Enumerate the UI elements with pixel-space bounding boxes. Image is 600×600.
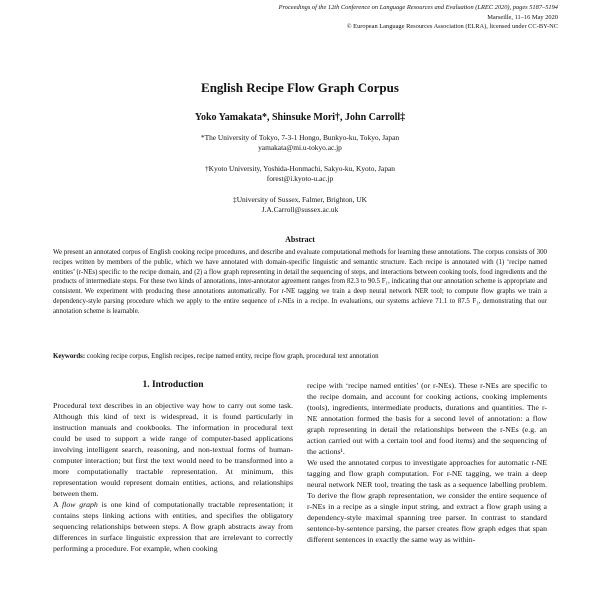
left-column bbox=[53, 400, 293, 600]
affiliation-email: J.A.Carroll@sussex.ac.uk bbox=[261, 205, 339, 214]
affiliation-3 bbox=[0, 195, 600, 215]
keywords bbox=[53, 352, 547, 362]
affiliation-address: †Kyoto University, Yoshida-Honmachi, Sakyo-ku, Kyoto, Japan bbox=[204, 164, 396, 173]
proceedings-header bbox=[228, 3, 558, 32]
affiliation-email: yamakata@mi.u-tokyo.ac.jp bbox=[258, 143, 342, 152]
affiliation-email: forest@i.kyoto-u.ac.jp bbox=[266, 174, 334, 183]
section-heading: 1. Introduction bbox=[142, 380, 204, 390]
right-column bbox=[307, 380, 547, 600]
abstract-text: We present an annotated corpus of English cooking recipe procedures, and describe and evaluate computational methods for learning these annotations. The corpus consists of 300 recipes written by members of the public, which we have annotated with domain-specific linguistic and semantic structure. Each recipe is annotated with (1) ‘recipe named entities’ (r-NEs) specific to the recipe domain, and (2) a flow graph representing in detail the sequencing of steps, and interactions between cooking tools, food ingredients and the products of intermediate steps. For these two kinds of annotations, inter-annotator agreement ranges from 82.3 to 90.5 F₁, indicating that our annotation scheme is appropriate and consistent. We experiment with producing these annotations automatically. For r-NE tagging we train a deep neural network NER tool; to compute flow graphs we train a dependency-style parsing procedure which we apply to the entire sequence of r-NEs in a recipe. In evaluations, our systems achieve 71.1 to 87.5 F₁, demonstrating that our annotation scheme is learnable. bbox=[53, 249, 547, 315]
paragraph: recipe with ‘recipe named entities’ (or r-NEs). These r-NEs are specific to the recipe domain, and account for cooking actions, cooking implements (tools), ingredients, intermediate products, durations and quantities. The r-NE annotation formed the basis for a second level of annotation: a flow graph representing in detail the relationships between the r-NEs (e.g. an action carried out with a certain tool and food items) and the sequencing of the actions¹. bbox=[307, 381, 547, 456]
affiliation-address: *The University of Tokyo, 7-3-1 Hongo, Bunkyo-ku, Tokyo, Japan bbox=[200, 133, 400, 142]
paper-title: English Recipe Flow Graph Corpus bbox=[201, 80, 399, 95]
paragraph: We used the annotated corpus to investigate approaches for automatic r-NE tagging and flow graph computation. For r-NE tagging, we train a deep neural network NER tool, treating the task as a sequence labelling problem. To derive the flow graph representation, we consider the entire sequence of r-NEs in a recipe as a single input string, and extract a flow graph using a dependency-style maximal spanning tree parser. In contrast to standard sentence-by-sentence parsing, the parser creates flow graph edges that span different sentences in exactly the same way as within- bbox=[307, 458, 547, 544]
paragraph: Procedural text describes in an objective way how to carry out some task. Although this kind of text is widespread, it is found particularly in instruction manuals and cookbooks. The information in procedural text could be used to support a wide range of computer-based applications involving intelligent search, reasoning, and non-textual forms of human-computer interaction; but first the text would need to be transformed into a more computationally tractable representation. At minimum, this representation would represent domain entities, actions, and relationships between them. bbox=[53, 401, 293, 498]
emphasis: flow graph bbox=[61, 500, 98, 509]
paragraph: A flow graph is one kind of computationally tractable representation; it contains steps linking actions with entities, and specifies the obligatory sequencing relationships between steps. A flow graph abstracts away from differences in surface linguistic expression that are irrelevant to correctly performing a procedure. For example, when cooking bbox=[53, 500, 293, 553]
abstract-heading: Abstract bbox=[285, 235, 315, 244]
authors: Yoko Yamakata*, Shinsuke Mori†, John Carroll‡ bbox=[194, 112, 406, 123]
affiliation-2 bbox=[0, 164, 600, 184]
affiliation-address: ‡University of Sussex, Falmer, Brighton, UK bbox=[233, 195, 367, 204]
keywords-list: cooking recipe corpus, English recipes, recipe named entity, recipe flow graph, procedural text annotation bbox=[86, 353, 379, 360]
affiliation-1 bbox=[0, 133, 600, 153]
proceedings-line: Proceedings of the 12th Conference on Language Resources and Evaluation (LREC 2020), pages 5187–5194 bbox=[278, 4, 558, 11]
keywords-label: Keywords: bbox=[53, 353, 86, 360]
proceedings-location: Marseille, 11–16 May 2020 bbox=[487, 13, 558, 21]
proceedings-license: © European Language Resources Association (ELRA), licensed under CC-BY-NC bbox=[346, 23, 558, 31]
